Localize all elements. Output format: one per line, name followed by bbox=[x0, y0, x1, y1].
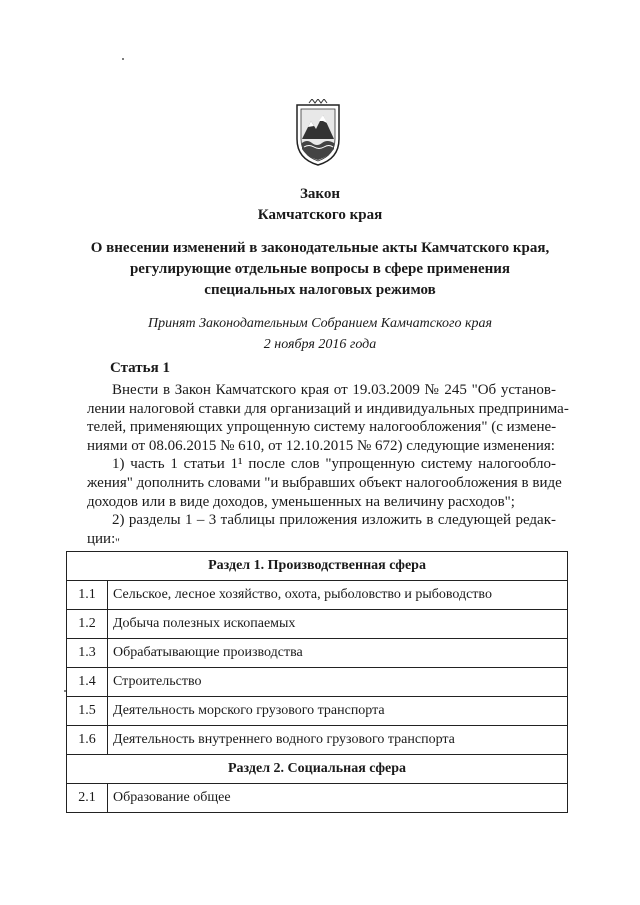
body-line: доходов или в виде доходов, уменьшенных на величину расходов"; bbox=[87, 493, 515, 510]
table-row bbox=[67, 668, 568, 697]
coat-of-arms-icon bbox=[293, 99, 343, 167]
scan-speck bbox=[64, 690, 66, 692]
opening-quote: " bbox=[115, 535, 120, 549]
body-line: 2) разделы 1 – 3 таблицы приложения изложить в следующей редак- bbox=[112, 512, 556, 529]
section-header-row bbox=[67, 755, 568, 784]
adopted-date: 2 ноября 2016 года bbox=[263, 337, 377, 352]
law-heading-line: О внесении изменений в законодательные акты Камчатского края, bbox=[90, 240, 550, 256]
row-number: 1.2 bbox=[67, 610, 108, 639]
scan-speck bbox=[122, 58, 124, 60]
table-row bbox=[67, 610, 568, 639]
table-row bbox=[67, 784, 568, 813]
row-activity: Добыча полезных ископаемых bbox=[108, 610, 568, 639]
law-heading-line: регулирующие отдельные вопросы в сфере применения bbox=[129, 261, 511, 277]
adopted-by: Принят Законодательным Собранием Камчатского края bbox=[147, 316, 493, 331]
row-activity: Строительство bbox=[108, 668, 568, 697]
section-title: Раздел 2. Социальная сфера bbox=[67, 755, 568, 784]
adoption-note bbox=[0, 313, 640, 355]
row-activity: Деятельность внутреннего водного грузового транспорта bbox=[108, 726, 568, 755]
document-type: Закон bbox=[299, 186, 340, 202]
body-line: ции: bbox=[87, 530, 116, 547]
row-activity: Сельское, лесное хозяйство, охота, рыболовство и рыбоводство bbox=[108, 581, 568, 610]
row-number: 1.1 bbox=[67, 581, 108, 610]
table-row bbox=[67, 581, 568, 610]
body-line: телей, применяющих упрощенную систему налогообложения" (с измене- bbox=[87, 419, 557, 436]
article-body bbox=[87, 381, 569, 548]
law-heading bbox=[0, 238, 640, 301]
table-row bbox=[67, 639, 568, 668]
region-name: Камчатского края bbox=[257, 207, 383, 223]
body-line: 1) часть 1 статьи 1¹ после слов "упрощенную систему налогообло- bbox=[112, 456, 556, 473]
row-number: 1.5 bbox=[67, 697, 108, 726]
row-activity: Обрабатывающие производства bbox=[108, 639, 568, 668]
section-title: Раздел 1. Производственная сфера bbox=[67, 552, 568, 581]
body-line: Внести в Закон Камчатского края от 19.03.2009 № 245 "Об установ- bbox=[112, 382, 556, 398]
section-header-row bbox=[67, 552, 568, 581]
activities-table bbox=[66, 551, 568, 813]
table-row bbox=[67, 726, 568, 755]
body-line: лении налоговой ставки для организаций и индивидуальных предпринима- bbox=[87, 400, 569, 417]
row-number: 1.3 bbox=[67, 639, 108, 668]
article-title: Статья 1 bbox=[110, 360, 170, 376]
row-number: 1.6 bbox=[67, 726, 108, 755]
table-row bbox=[67, 697, 568, 726]
row-number: 1.4 bbox=[67, 668, 108, 697]
law-heading-line: специальных налоговых режимов bbox=[204, 282, 436, 298]
row-number: 2.1 bbox=[67, 784, 108, 813]
body-line: ниями от 08.06.2015 № 610, от 12.10.2015 № 672) следующие изменения: bbox=[87, 437, 555, 454]
row-activity: Образование общее bbox=[108, 784, 568, 813]
row-activity: Деятельность морского грузового транспорта bbox=[108, 697, 568, 726]
body-line: жения" дополнить словами "и выбравших объект налогообложения в виде bbox=[87, 474, 562, 491]
